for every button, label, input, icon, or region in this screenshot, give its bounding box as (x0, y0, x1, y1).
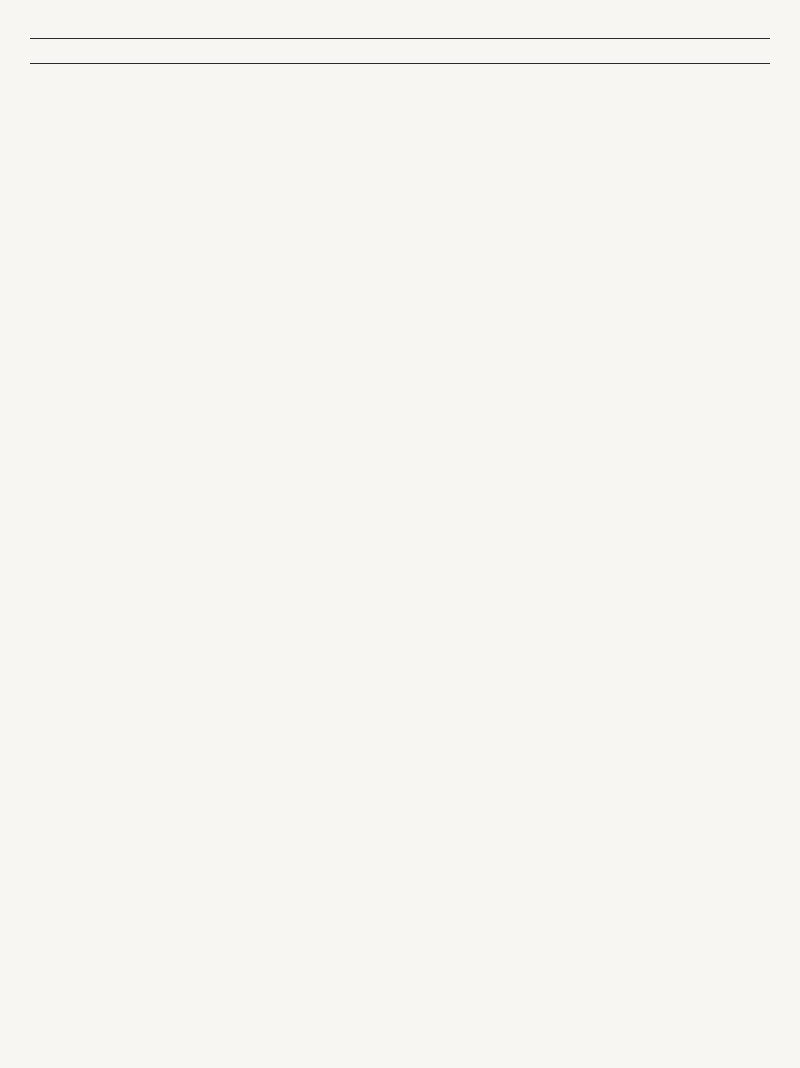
header-rule (30, 63, 770, 64)
document-page (30, 38, 770, 67)
table-header (30, 39, 770, 63)
